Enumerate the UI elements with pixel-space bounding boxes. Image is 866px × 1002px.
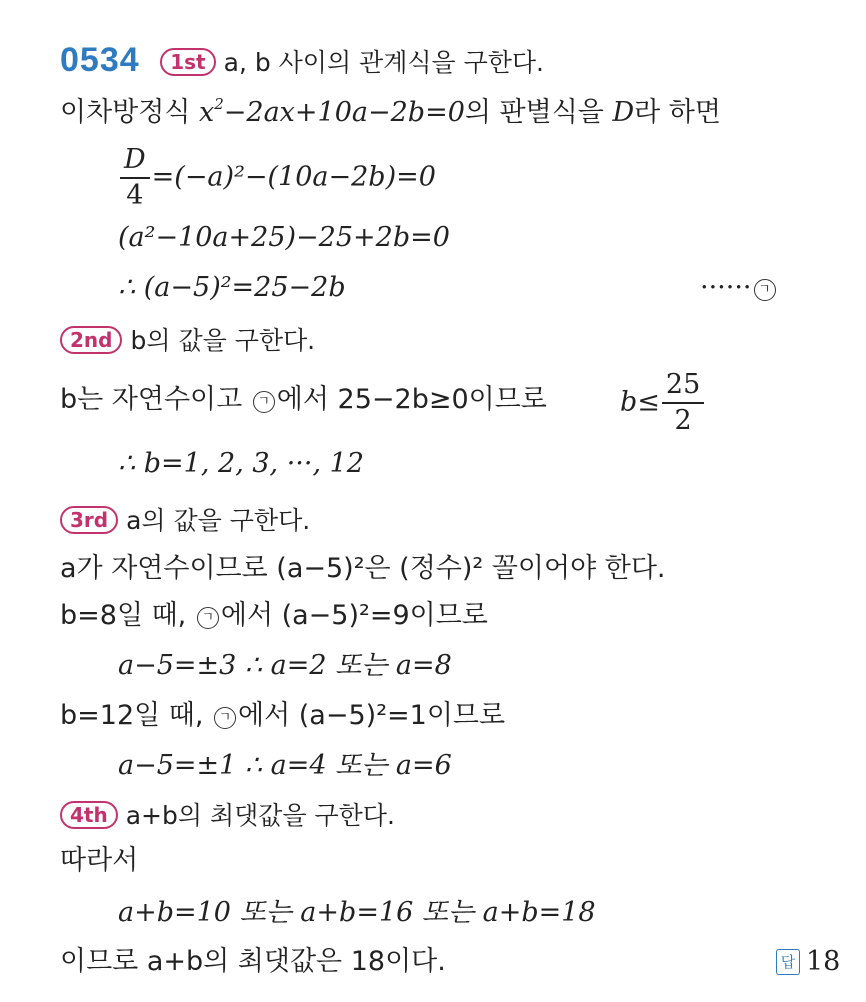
step-badge-2nd: 2nd: [60, 326, 122, 354]
line-b-8: b=8일 때, ㄱ 에서 (a−5)²=9이므로: [60, 600, 488, 631]
step-badge-4th: 4th: [60, 801, 118, 829]
line-relation: ∴ (a−5)²=25−2b: [118, 272, 346, 303]
line-a-values-2: a−5=±1 ∴ a=4 또는 a=6: [118, 750, 452, 781]
step-3-header: [60, 505, 310, 537]
step-4-header: [60, 800, 395, 832]
circle-label-icon: ㄱ: [754, 279, 776, 301]
fraction-d-4: $\frac{D}{4}$: [120, 143, 150, 213]
step-badge-3rd: 3rd: [60, 506, 118, 534]
step-badge-1st: 1st: [160, 48, 215, 76]
answer-box: [776, 946, 840, 978]
circle-label-icon: ㄱ: [253, 391, 275, 413]
answer-value: 18: [806, 946, 841, 977]
step-title-2: b의 값을 구한다.: [130, 326, 316, 355]
relation-tag: ······ ㄱ: [700, 272, 778, 304]
line-a-values-1: a−5=±3 ∴ a=2 또는 a=8: [118, 650, 452, 681]
circle-label-icon: ㄱ: [214, 707, 236, 729]
b-inequality: b≤ $\frac{25}{2}$: [620, 368, 706, 438]
line-b-12: b=12일 때, ㄱ 에서 (a−5)²=1이므로: [60, 700, 506, 731]
step-title-3: a의 값을 구한다.: [126, 506, 311, 535]
line-b-condition: b는 자연수이고 ㄱ 에서 25−2b≥0이므로: [60, 384, 547, 415]
problem-header: [60, 40, 544, 81]
line-b-values: ∴ b=1, 2, 3, ···, 12: [118, 448, 364, 479]
circle-label-icon: ㄱ: [197, 607, 219, 629]
step-title-1: a, b 사이의 관계식을 구한다.: [223, 48, 544, 77]
line-therefore: 따라서: [60, 845, 139, 876]
step-title-4: a+b의 최댓값을 구한다.: [125, 801, 395, 830]
fraction-25-2: $\frac{25}{2}$: [662, 368, 704, 438]
quadratic-equation: $x^2-2ax+10a-2b=0$: [199, 95, 465, 128]
line-sum-values: a+b=10 또는 a+b=16 또는 a+b=18: [118, 897, 596, 928]
answer-icon: 답: [776, 949, 800, 975]
line-conclusion: 이므로 a+b의 최댓값은 18이다.: [60, 946, 446, 977]
step-2-header: [60, 325, 315, 357]
problem-number: 0534: [60, 41, 140, 79]
line-expansion: (a²−10a+25)−25+2b=0: [118, 222, 450, 253]
line-discriminant-intro: 이차방정식 $x^2-2ax+10a-2b=0$의 판별식을 D라 하면: [60, 95, 721, 128]
line-perfect-square: a가 자연수이므로 (a−5)²은 (정수)² 꼴이어야 한다.: [60, 553, 666, 584]
line-d-over-4: $\frac{D}{4}$ =(−a)²−(10a−2b)=0: [118, 143, 436, 213]
